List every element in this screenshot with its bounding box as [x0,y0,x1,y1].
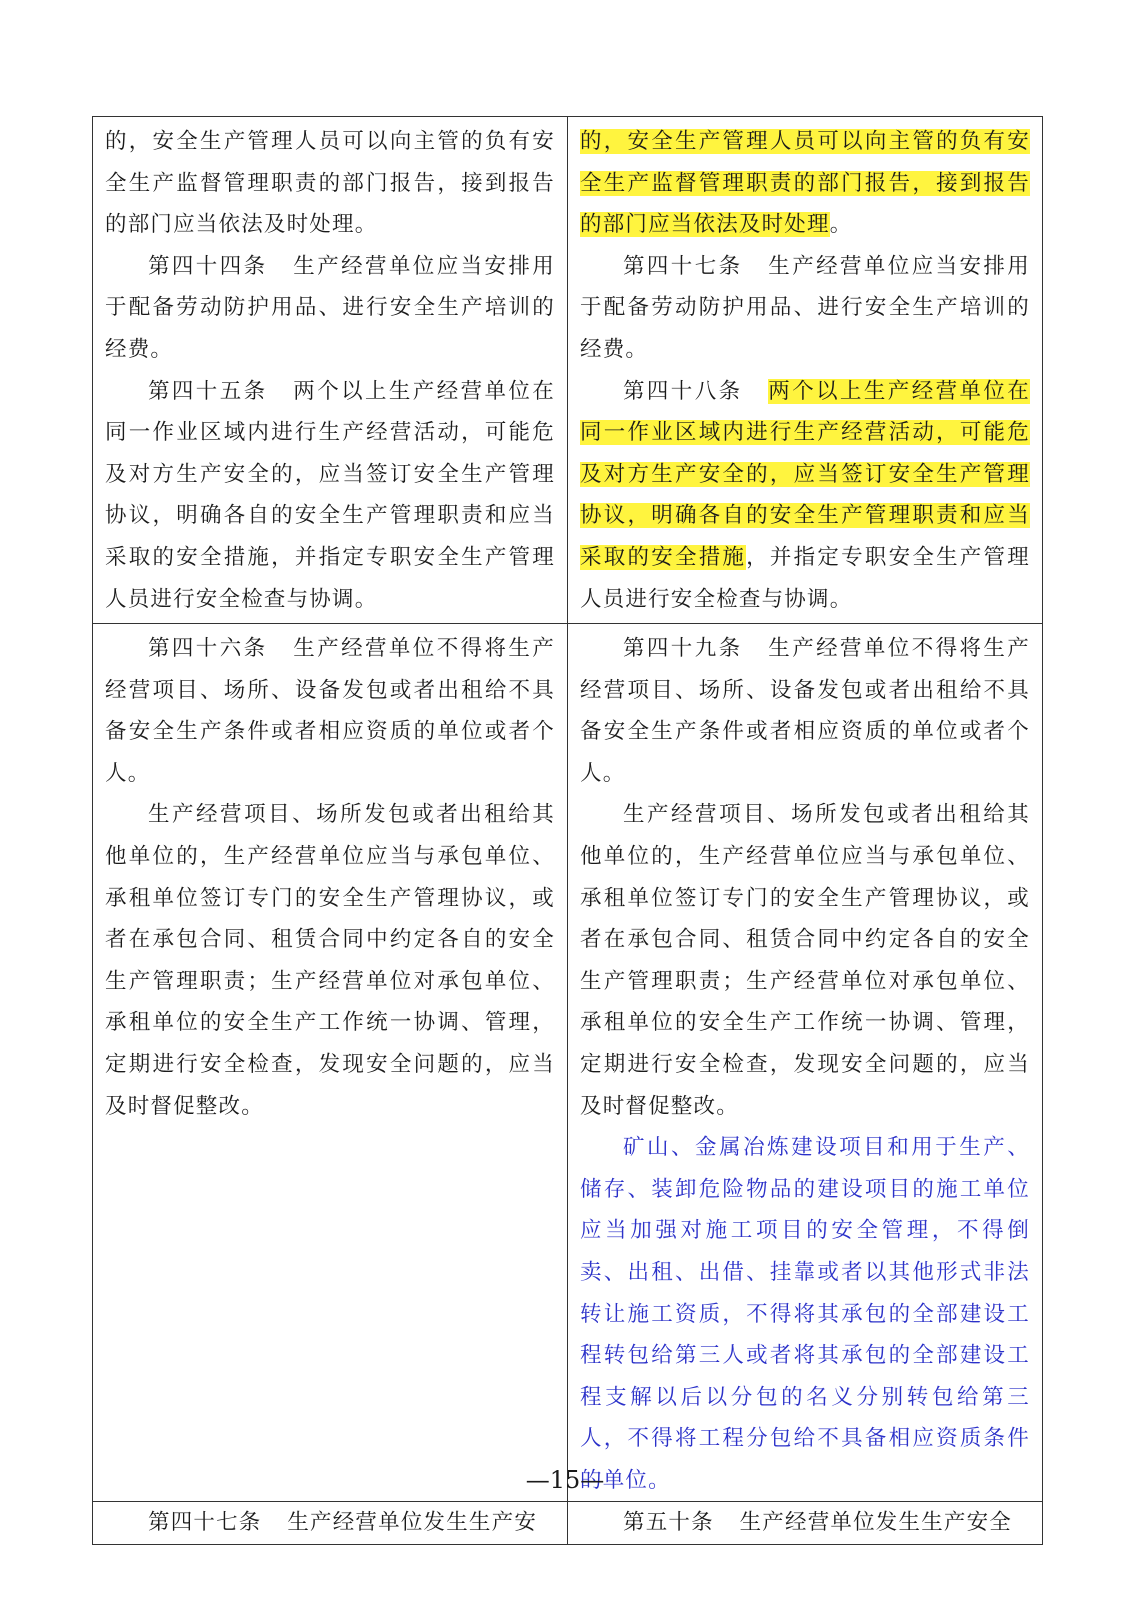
new-text-cell [568,117,1043,624]
article-number: 第四十六条 [148,636,268,661]
text-end: 。 [829,212,853,238]
table-row [93,1502,1043,1545]
old-text-cell [93,117,568,624]
page-number: —15— [525,1466,605,1494]
highlighted-text: 的，安全生产管理人员可以向主管的负有安全生产监督管理职责的部门报告，接到报告的部门应当依法及时处理 [580,129,1030,238]
article-text: 两个以上生产经营单位在同一作业区域内进行生产经营活动，可能危及对方生产安全的，应当签订安全生产管理协议，明确各自的安全生产管理职责和应当采取的安全措施，并指定专职安全生产管理人员进行安全检查与协调。 [105,378,555,612]
article-number: 第四十五条 [148,378,268,404]
article-number: 第五十条 [623,1510,714,1536]
article-text: ，并指定专职安全生产管理人员进行安全检查与协调。 [580,544,1030,612]
paragraph: 生产经营项目、场所发包或者出租给其他单位的，生产经营单位应当与承包单位、承租单位签订专门的安全生产管理协议，或者在承包合同、租赁合同中约定各自的安全生产管理职责；生产经营单位对承包单位、承租单位的安全生产工作统一协调、管理，定期进行安全检查，发现安全问题的，应当及时督促整改。 [105,802,555,1119]
comparison-table [92,116,1043,1545]
article-paragraph [580,371,1030,621]
new-text-cell [568,1502,1043,1545]
article-text: 生产经营单位不得将生产经营项目、场所、设备发包或者出租给不具备安全生产条件或者相应资质的单位或者个人。 [580,636,1030,786]
old-text-cell [93,624,568,1502]
article-number: 第四十七条 [148,1510,262,1536]
paragraph: 生产经营项目、场所发包或者出租给其他单位的，生产经营单位应当与承包单位、承租单位签订专门的安全生产管理协议，或者在承包合同、租赁合同中约定各自的安全生产管理职责；生产经营单位对承包单位、承租单位的安全生产工作统一协调、管理，定期进行安全检查，发现安全问题的，应当及时督促整改。 [580,802,1030,1119]
article-paragraph [580,628,1030,794]
article-paragraph [580,246,1030,371]
new-text-cell [568,624,1043,1502]
old-text-cell [93,1502,568,1545]
article-number: 第四十四条 [148,253,268,279]
paragraph [580,121,1030,246]
highlighted-text: 两个以上生产经营单位在同一作业区域内进行生产经营活动，可能危及对方生产安全的，应当签订安全生产管理协议，明确各自的安全生产管理职责和应当采取的安全措施 [580,378,1030,570]
paragraph: 的，安全生产管理人员可以向主管的负有安全生产监督管理职责的部门报告，接到报告的部门应当依法及时处理。 [105,129,555,238]
article-paragraph [105,246,555,371]
article-text: 生产经营单位不得将生产经营项目、场所、设备发包或者出租给不具备安全生产条件或者相应资质的单位或者个人。 [105,636,555,786]
article-paragraph [105,1502,555,1544]
new-clause-paragraph: 矿山、金属冶炼建设项目和用于生产、储存、装卸危险物品的建设项目的施工单位应当加强对施工项目的安全管理，不得倒卖、出租、出借、挂靠或者以其他形式非法转让施工资质，不得将其承包的全部建设工程转包给第三人或者将其承包的全部建设工程支解以后以分包的名义分别转包给第三人，不得将工程分包给不具备相应资质条件的单位。 [580,1135,1030,1493]
article-text: 生产经营单位发生生产安 [287,1510,538,1536]
article-text: 生产经营单位发生生产安全 [739,1510,1013,1536]
article-paragraph [105,371,555,621]
article-text: 生产经营单位应当安排用于配备劳动防护用品、进行安全生产培训的经费。 [105,253,555,362]
article-paragraph [580,1502,1030,1544]
article-number: 第四十七条 [623,253,743,279]
article-text: 生产经营单位应当安排用于配备劳动防护用品、进行安全生产培训的经费。 [580,253,1030,362]
article-number: 第四十八条 [623,378,743,404]
table-row [93,624,1043,1502]
table-row [93,117,1043,624]
article-paragraph [105,628,555,794]
article-number: 第四十九条 [623,636,743,661]
